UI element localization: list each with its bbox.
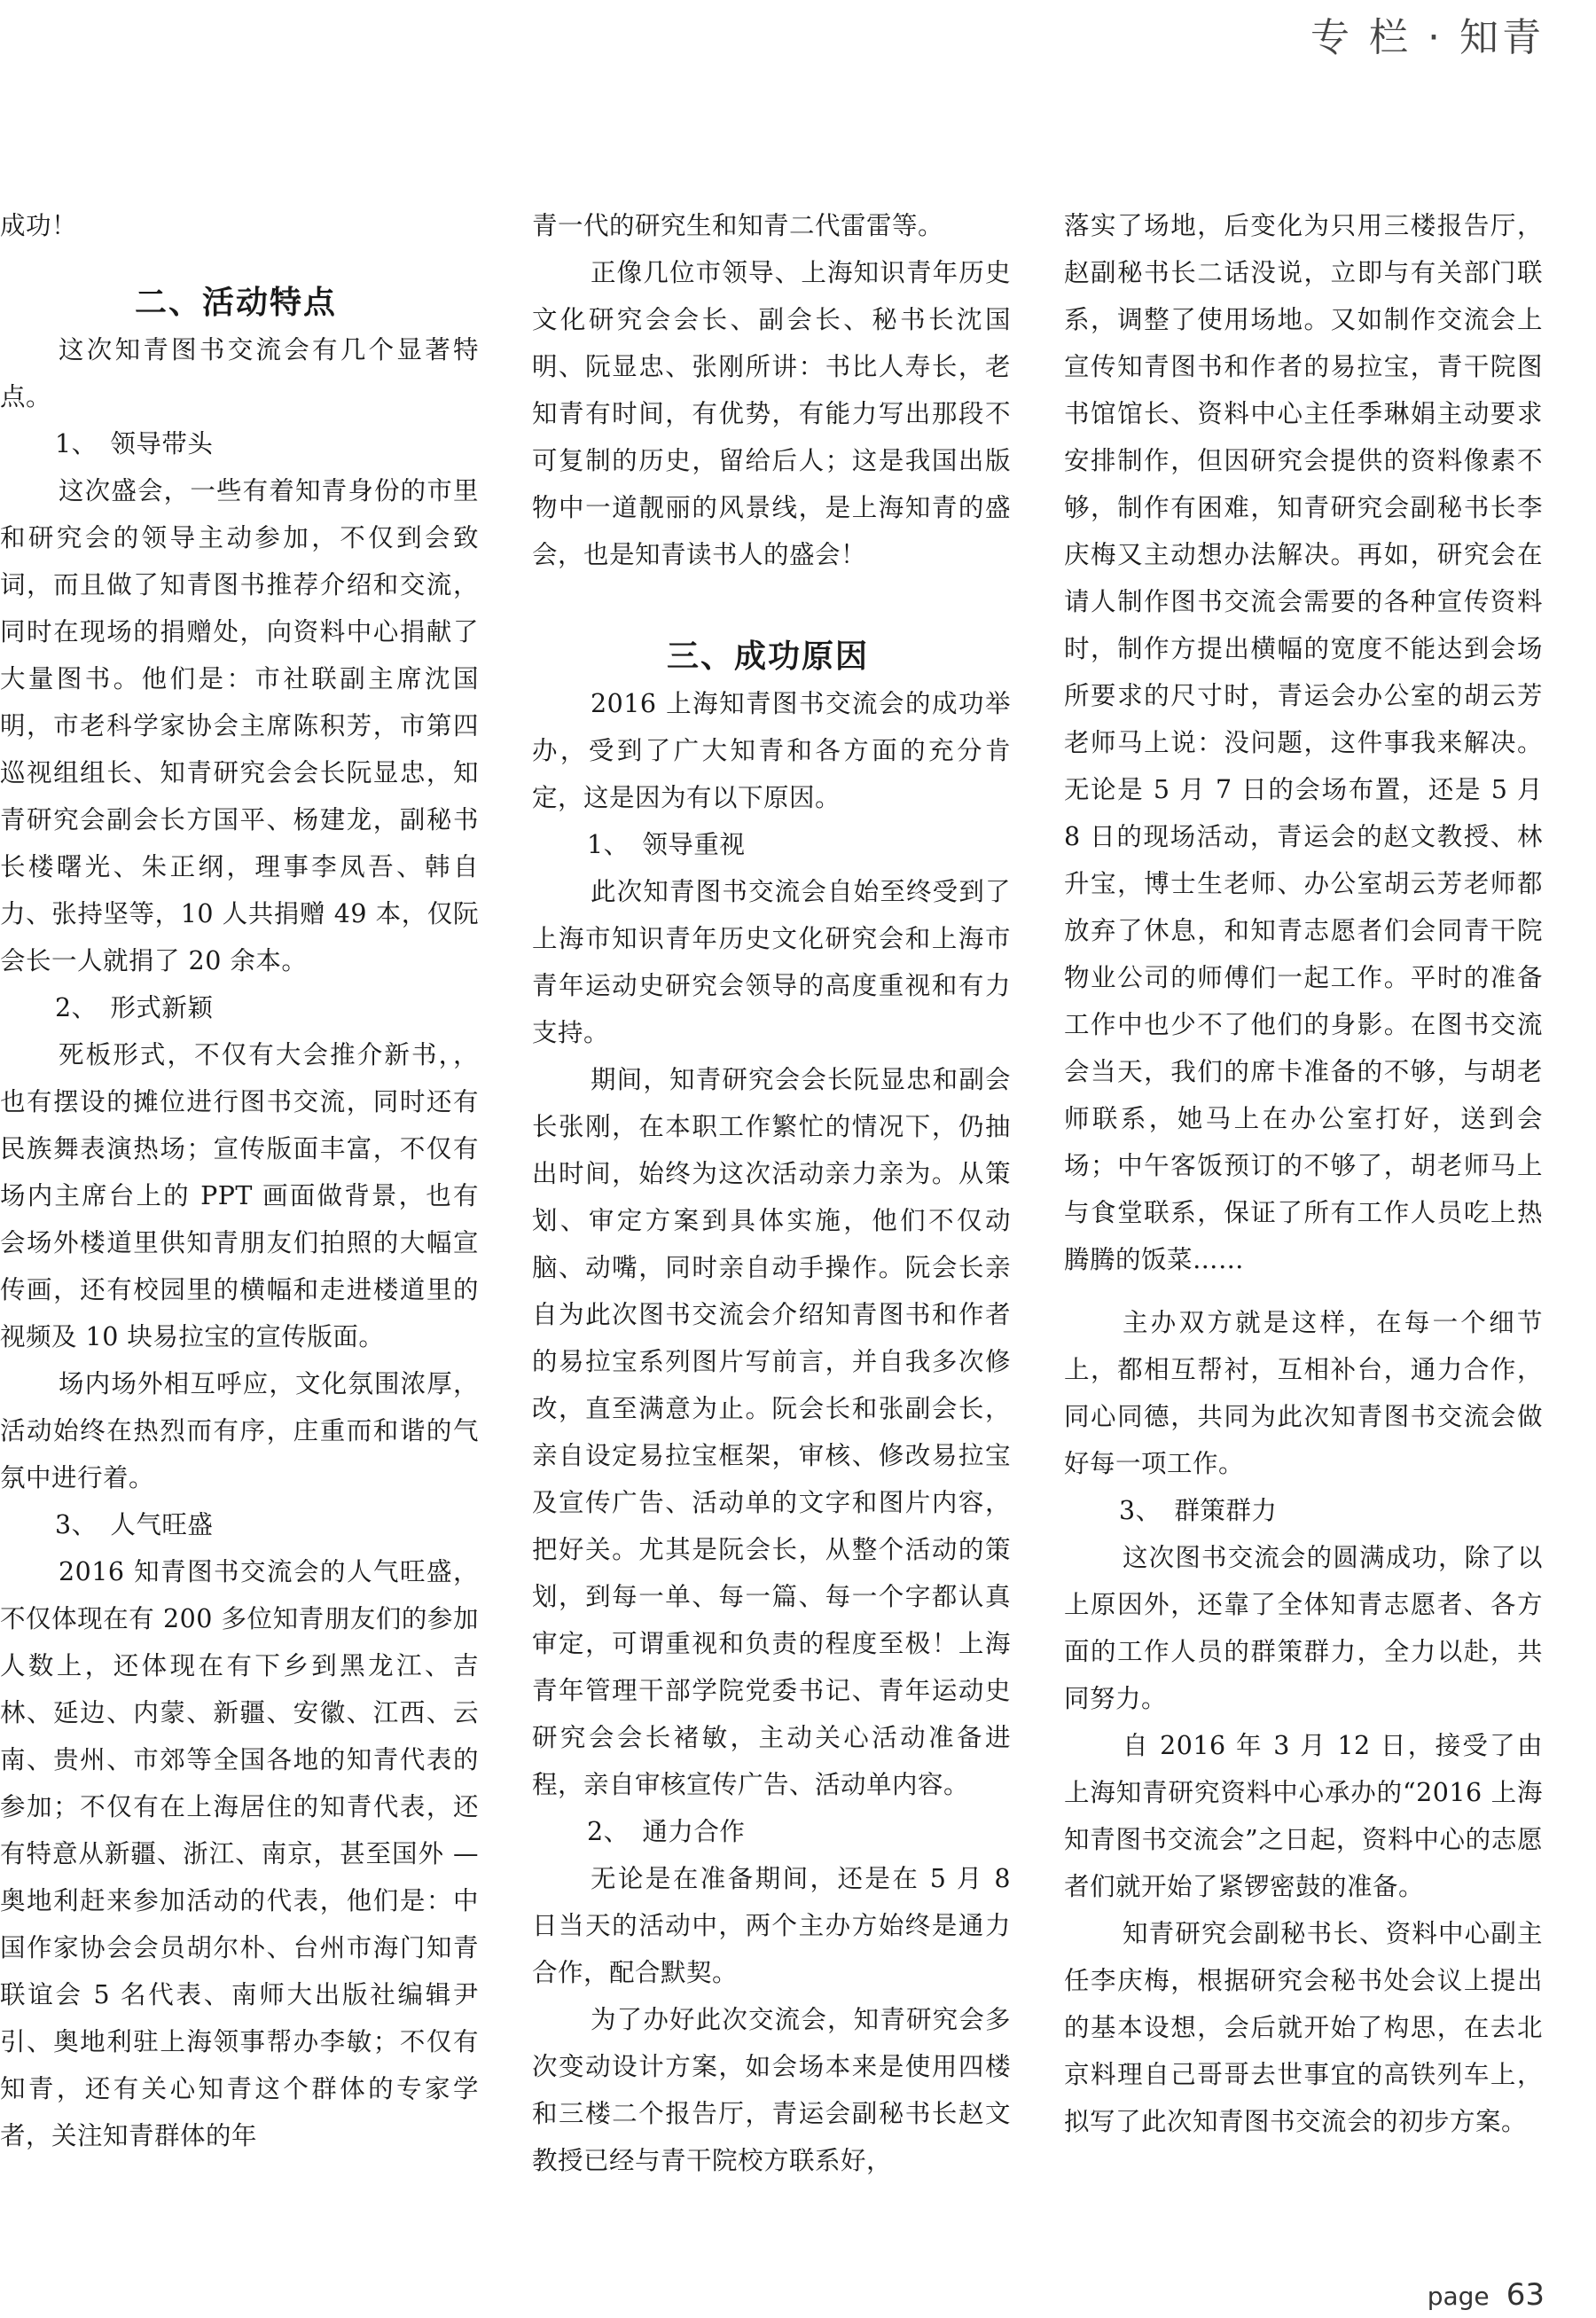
paragraph: 无论是在准备期间，还是在 5 月 8 日当天的活动中，两个主办方始终是通力合作，配合默契。: [532, 1864, 1011, 1987]
paragraph: 这次图书交流会的圆满成功，除了以上原因外，还靠了全体知青志愿者、各方面的工作人员的群策群力，全力以赴，共同努力。: [1064, 1543, 1543, 1713]
page-number: 63: [1506, 2277, 1545, 2313]
subheading: 3、 群策群力: [1119, 1496, 1278, 1525]
paragraph: 知青研究会副秘书长、资料中心副主任李庆梅，根据研究会秘书处会议上提出的基本设想，会后就开始了构思，在去北京料理自己哥哥去世事宜的高铁列车上，拟写了此次知青图书交流会的初步方案。: [1064, 1919, 1543, 2136]
paragraph: 主办双方就是这样，在每一个细节上，都相互帮衬，互相补台，通力合作，同心同德，共同为此次知青图书交流会做好每一项工作。: [1064, 1308, 1543, 1478]
paragraph: 死板形式，不仅有大会推介新书，，也有摆设的摊位进行图书交流，同时还有民族舞表演热场；宣传版面丰富，不仅有场内主席台上的 PPT 画面做背景，也有会场外楼道里供知青朋友们拍照的大幅宣传画，还有校园里的横幅和走进楼道里的视频及 10 块易拉宝的宣传版面。: [0, 1040, 479, 1351]
paragraph: 为了办好此次交流会，知青研究会多次变动设计方案，如会场本来是使用四楼和三楼二个报告厅，青运会副秘书长赵文教授已经与青干院校方联系好，: [532, 2005, 1011, 2175]
text-column-2: [532, 202, 1011, 2184]
subheading: 1、 领导带头: [55, 429, 214, 458]
subheading: 3、 人气旺盛: [55, 1510, 214, 1539]
paragraph: 场内场外相互呼应，文化氛围浓厚，活动始终在热烈而有序，庄重而和谐的气氛中进行着。: [0, 1369, 479, 1492]
subheading: 2、 通力合作: [587, 1817, 746, 1846]
paragraph: 期间，知青研究会会长阮显忠和副会长张刚，在本职工作繁忙的情况下，仍抽出时间，始终为这次活动亲力亲为。从策划、审定方案到具体实施，他们不仅动脑、动嘴，同时亲自动手操作。阮会长亲自为此次图书交流会介绍知青图书和作者的易拉宝系列图片写前言，并自我多次修改，直至满意为止。阮会长和张副会长，亲自设定易拉宝框架，审核、修改易拉宝及宣传广告、活动单的文字和图片内容，把好关。尤其是阮会长，从整个活动的策划，到每一单、每一篇、每一个字都认真审定，可谓重视和负责的程度至极！上海青年管理干部学院党委书记、青年运动史研究会会长褚敏，主动关心活动准备进程，亲自审核宣传广告、活动单内容。: [532, 1065, 1011, 1799]
page-label: page: [1427, 2282, 1490, 2311]
text-column-3: [1064, 202, 1543, 2145]
paragraph: 这次知青图书交流会有几个显著特点。: [0, 335, 479, 411]
paragraph: 成功！: [0, 211, 78, 240]
page-footer: [1428, 2277, 1545, 2313]
paragraph: 2016 上海知青图书交流会的成功举办，受到了广大知青和各方面的充分肯定，这是因为有以下原因。: [532, 689, 1011, 812]
text-column-1: [0, 202, 479, 2159]
paragraph: 此次知青图书交流会自始至终受到了上海市知识青年历史文化研究会和上海市青年运动史研究会领导的高度重视和有力支持。: [532, 877, 1011, 1047]
paragraph: 自 2016 年 3 月 12 日，接受了由上海知青研究资料中心承办的“2016 上海知青图书交流会”之日起，资料中心的志愿者们就开始了紧锣密鼓的准备。: [1064, 1731, 1543, 1901]
paragraph: 这次盛会，一些有着知青身份的市里和研究会的领导主动参加，不仅到会致词，而且做了知青图书推荐介绍和交流，同时在现场的捐赠处，向资料中心捐献了大量图书。他们是：市社联副主席沈国明，市老科学家协会主席陈积芳，市第四巡视组组长、知青研究会会长阮显忠，知青研究会副会长方国平、杨建龙，副秘书长楼曙光、朱正纲，理事李凤吾、韩自力、张持坚等，10 人共捐赠 49 本，仅阮会长一人就捐了 20 余本。: [0, 476, 479, 975]
subheading: 1、 领导重视: [587, 830, 746, 859]
column-header: 专 栏 · 知青: [1310, 15, 1545, 60]
subheading: 2、 形式新颖: [55, 993, 214, 1022]
section-heading: 二、活动特点: [135, 285, 338, 321]
paragraph: 青一代的研究生和知青二代雷雷等。: [532, 211, 944, 240]
paragraph: 2016 知青图书交流会的人气旺盛，不仅体现在有 200 多位知青朋友们的参加人数上，还体现在有下乡到黑龙江、吉林、延边、内蒙、新疆、安徽、江西、云南、贵州、市郊等全国各地的知青代表的参加；不仅有在上海居住的知青代表，还有特意从新疆、浙江、南京，甚至国外 — 奥地利赶来参加活动的代表，他们是：中国作家协会会员胡尔朴、台州市海门知青联谊会 5 名代表、南师大出版社编辑尹引、奥地利驻上海领事帮办李敏；不仅有知青，还有关心知青这个群体的专家学者，关注知青群体的年: [0, 1557, 479, 2150]
section-heading: 三、成功原因: [667, 638, 870, 675]
paragraph: 落实了场地，后变化为只用三楼报告厅，赵副秘书长二话没说，立即与有关部门联系，调整了使用场地。又如制作交流会上宣传知青图书和作者的易拉宝，青干院图书馆馆长、资料中心主任季琳娟主动要求安排制作，但因研究会提供的资料像素不够，制作有困难，知青研究会副秘书长李庆梅又主动想办法解决。再如，研究会在请人制作图书交流会需要的各种宣传资料时，制作方提出横幅的宽度不能达到会场所要求的尺寸时，青运会办公室的胡云芳老师马上说：没问题，这件事我来解决。无论是 5 月 7 日的会场布置，还是 5 月 8 日的现场活动，青运会的赵文教授、林升宝，博士生老师、办公室胡云芳老师都放弃了休息，和知青志愿者们会同青干院物业公司的师傅们一起工作。平时的准备工作中也少不了他们的身影。在图书交流会当天，我们的席卡准备的不够，与胡老师联系，她马上在办公室打好，送到会场；中午客饭预订的不够了，胡老师马上与食堂联系，保证了所有工作人员吃上热腾腾的饭菜……: [1064, 211, 1543, 1274]
paragraph: 正像几位市领导、上海知识青年历史文化研究会会长、副会长、秘书长沈国明、阮显忠、张刚所讲：书比人寿长，老知青有时间，有优势，有能力写出那段不可复制的历史，留给后人；这是我国出版物中一道靓丽的风景线，是上海知青的盛会，也是知青读书人的盛会！: [532, 258, 1011, 569]
